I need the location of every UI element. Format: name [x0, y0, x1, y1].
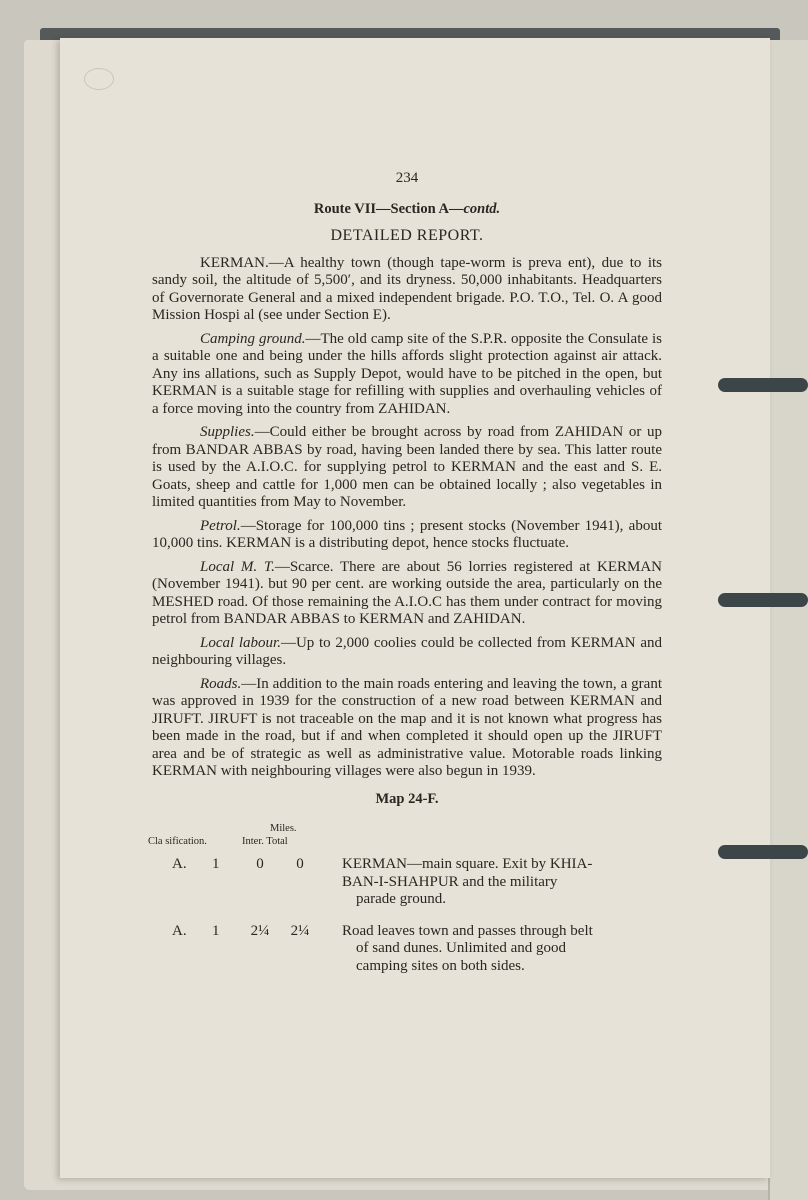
- route-heading: [152, 201, 662, 219]
- paragraph-petrol: [152, 518, 662, 553]
- row-desc-line: KERMAN—main square. Exit by KHIA-: [342, 856, 593, 872]
- inter-total-header: Inter. Total: [242, 836, 288, 847]
- row-number: 1: [212, 922, 220, 939]
- pencil-annotation: [84, 68, 114, 90]
- map-reference: Map 24-F.: [375, 790, 439, 807]
- row-desc-line: of sand dunes. Unlimited and good: [356, 940, 566, 956]
- row-class: A.: [172, 856, 187, 872]
- report-title: DETAILED REPORT.: [330, 227, 484, 244]
- page-content: [148, 170, 662, 975]
- row-class: A.: [172, 922, 187, 939]
- route-heading-text: Route VII—Section A—: [313, 200, 464, 217]
- paragraph-camping: [152, 331, 662, 419]
- row-inter: 2¼: [250, 922, 270, 939]
- page-number: 234: [395, 170, 419, 186]
- supplies-label: Supplies.: [200, 424, 255, 440]
- table-header: [148, 820, 662, 848]
- local-mt-label: Local M. T.: [200, 558, 275, 575]
- paragraph-supplies: [152, 424, 662, 512]
- row-inter: 0: [256, 856, 264, 872]
- classification-header: Cla sification.: [148, 836, 207, 847]
- petrol-label: Petrol.: [200, 517, 241, 534]
- local-labour-text: —Up to 2,000 coolies could be collected from KERMAN and neighbouring villages.: [152, 634, 662, 668]
- paragraph-local-labour: [152, 635, 662, 670]
- table-row: [152, 923, 662, 976]
- row-desc-line: BAN-I-SHAHPUR and the military: [342, 873, 558, 890]
- supplies-text: —Could either be brought across by road from ZAHIDAN or up from BANDAR ABBAS by road, having been landed there by sea. This latter route is used by the A.I.O.C. for supplying petrol to KERMAN and the east and S. E. Goats, sheep and cattle for 1,000 men can be obtained locally ; also vegetables in limited quantities from May to November.: [152, 424, 662, 510]
- petrol-text: —Storage for 100,000 tins ; present stocks (November 1941), about 10,000 tins. KERMAN is a distributing depot, hence stocks fluctuate.: [152, 517, 662, 551]
- row-total: 2¼: [290, 922, 310, 939]
- camping-label: Camping ground.: [200, 330, 306, 347]
- paragraph-kerman: KERMAN.—A healthy town (though tape-worm is preva ent), due to its sandy soil, the altitude of 5,500′, and its dryness. 50,000 inhabitants. Headquarters of Governorate General and a mixed independent brigade. P.O. T.O., Tel. O. A good Mission Hospi al (see under Section E).: [152, 254, 662, 323]
- roads-label: Roads.: [200, 675, 242, 692]
- paragraph-local-mt: [152, 559, 662, 629]
- row-description: [320, 923, 662, 976]
- roads-text: —In addition to the main roads entering and leaving the town, a grant was approved in 1939 for the construction of a new road between KERMAN and JIRUFT. JIRUFT is not traceable on the map and it is not known what progress has been made in the road, but if and when completed it should open up the JIRUFT area and be of strategic as well as administrative value. Motorable roads linking KERMAN with neighbouring villages were also begun in 1939.: [152, 675, 662, 779]
- local-mt-text: —Scarce. There are about 56 lorries registered at KERMAN (November 1941). but 90 per cent. are working outside the area, particularly on the MESHED road. Of those remaining the A.I.O.C has them under contract for moving petrol from BANDAR ABBAS to KERMAN and ZAHIDAN.: [152, 558, 662, 627]
- camping-text: —The old camp site of the S.P.R. opposite the Consulate is a suitable one and being under the hills affords slight protection against air attack. Any ins allations, such as Supply Depot, would have to be pitched in the open, but KERMAN is a suitable stage for refilling with supplies and overhauling vehicles of a force moving into the country from ZAHIDAN.: [152, 330, 662, 417]
- paragraph-roads: [152, 676, 662, 781]
- miles-header: Miles.: [270, 823, 297, 834]
- row-number: 1: [212, 856, 220, 872]
- right-page-edge: [768, 40, 808, 1200]
- row-total: 0: [296, 856, 304, 872]
- binding-thread: [718, 593, 808, 607]
- binding-thread: [718, 845, 808, 859]
- table-row: [152, 856, 662, 909]
- row-description: [320, 856, 662, 909]
- local-labour-label: Local labour.: [200, 634, 281, 651]
- binding-thread: [718, 378, 808, 392]
- row-desc-line: Road leaves town and passes through belt: [342, 922, 593, 939]
- route-heading-contd: contd.: [463, 200, 501, 217]
- row-desc-line: camping sites on both sides.: [356, 957, 525, 974]
- row-desc-line: parade ground.: [356, 891, 446, 907]
